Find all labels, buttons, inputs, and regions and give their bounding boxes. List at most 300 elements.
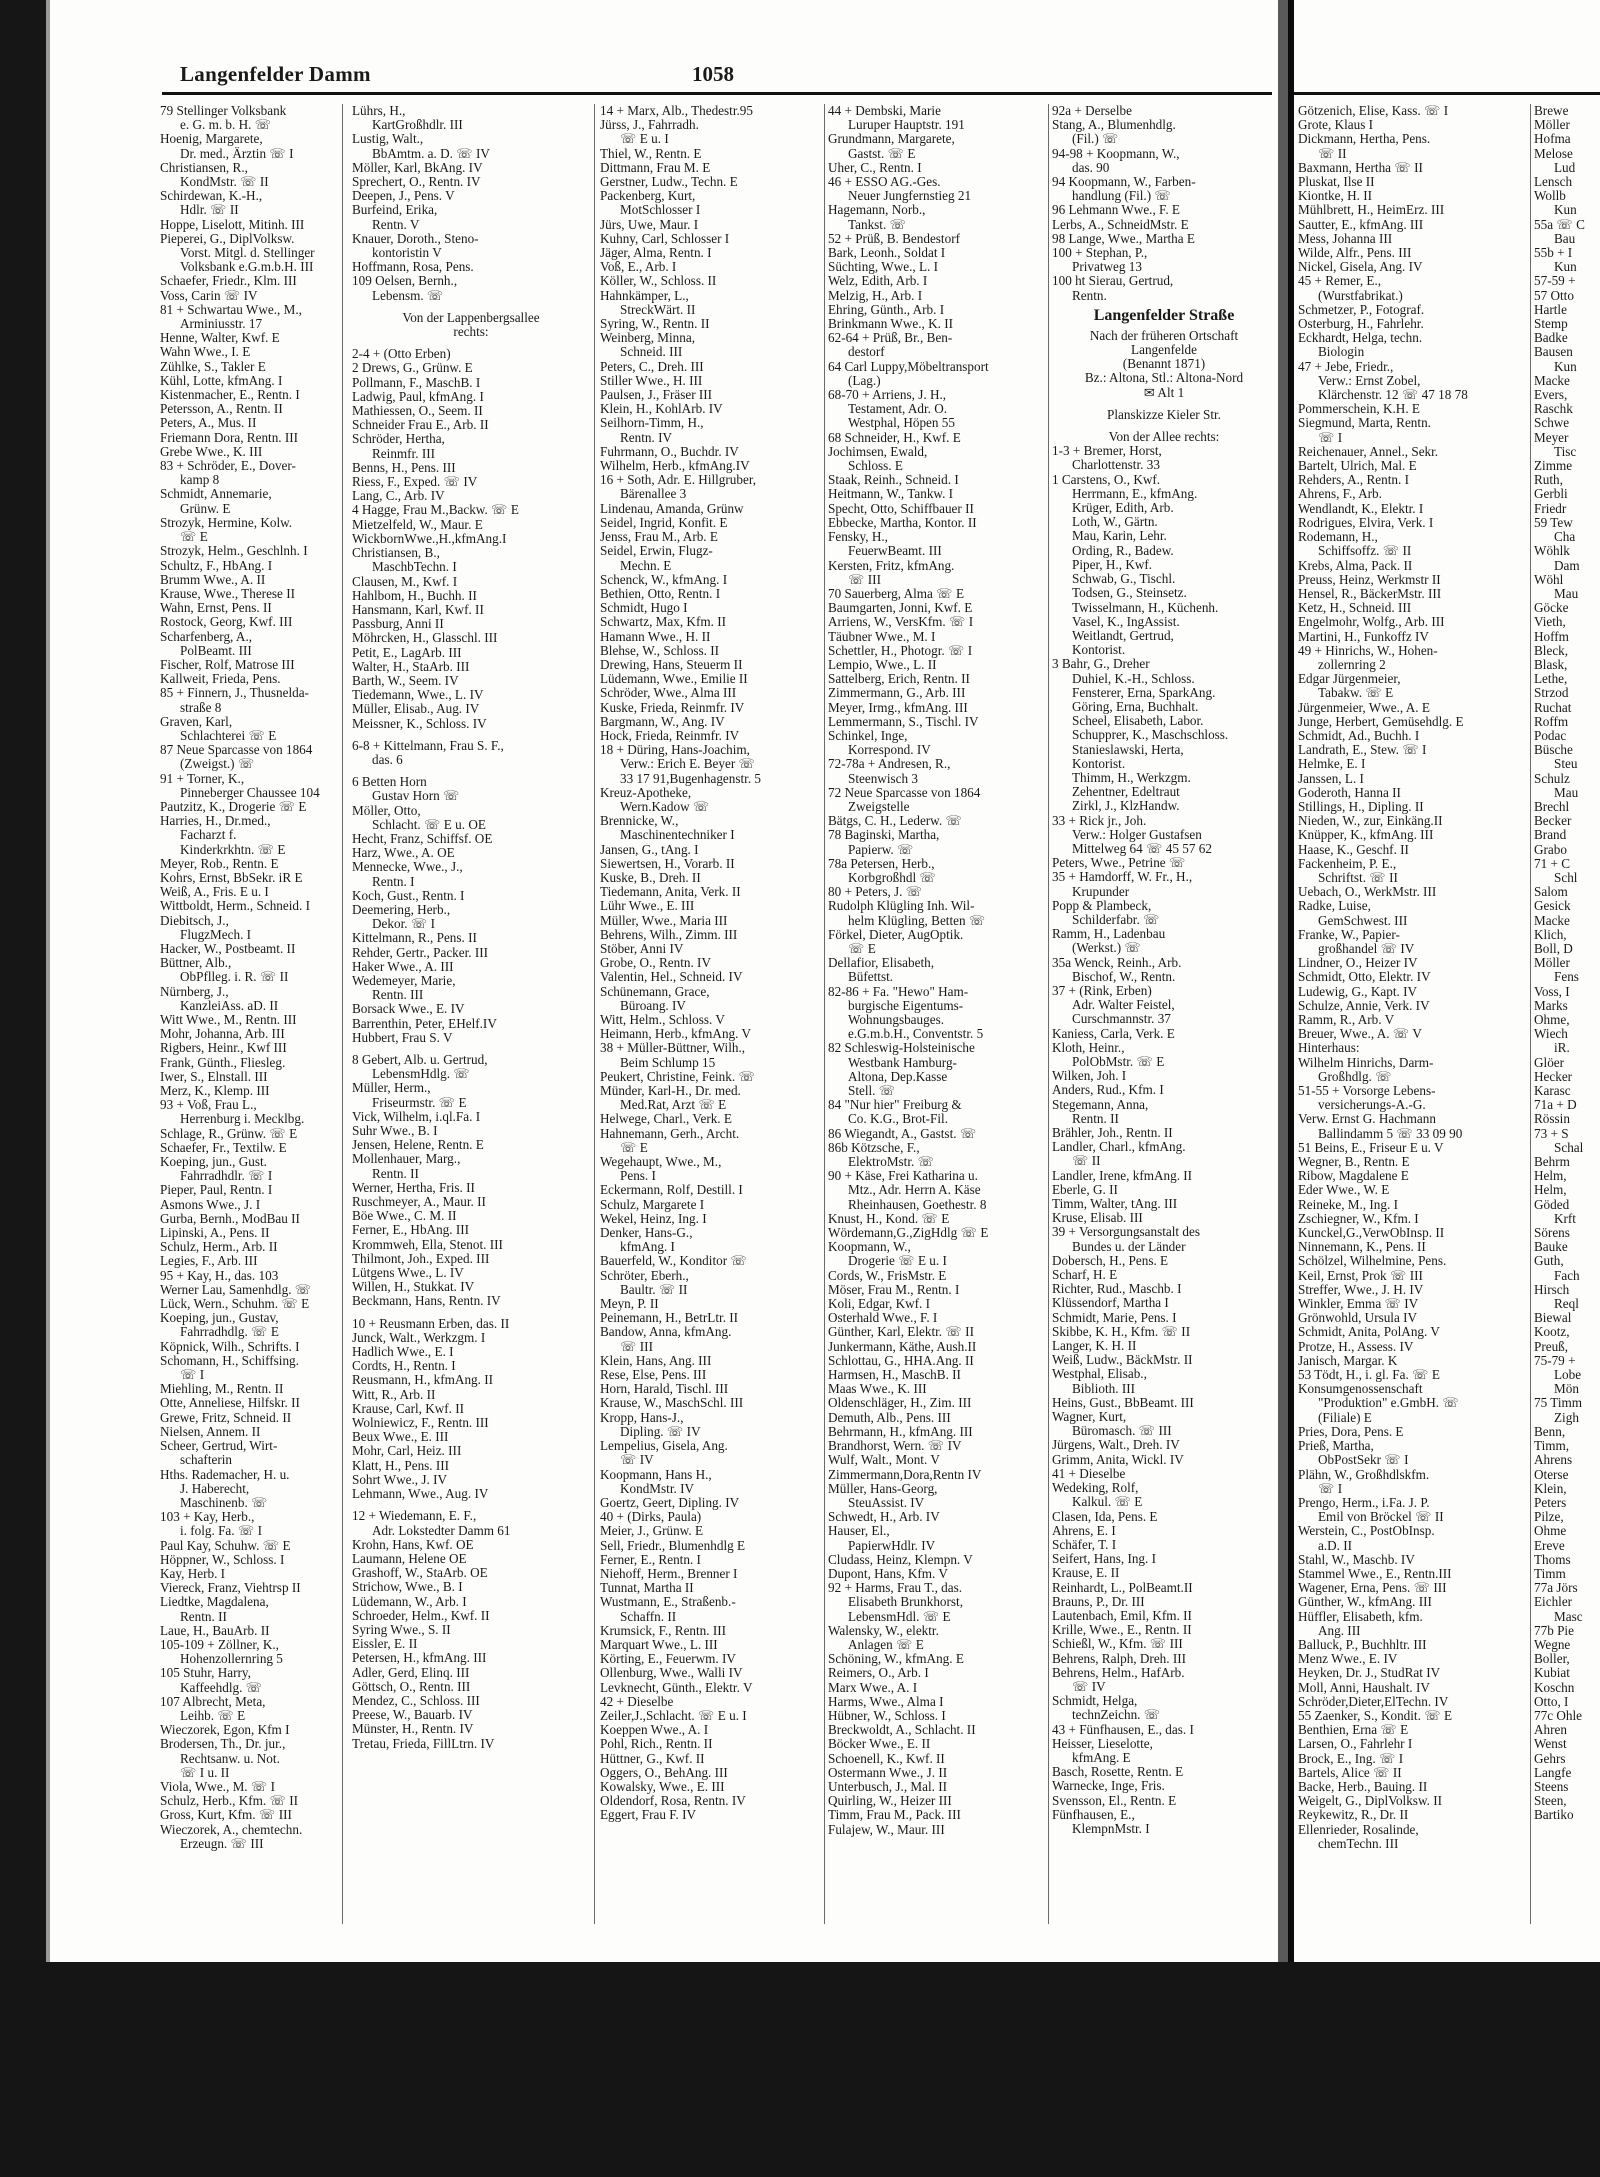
directory-entry: Weiß, A., Fris. E u. I <box>160 884 269 900</box>
directory-entry: Rössin <box>1534 1111 1570 1127</box>
directory-entry: 53 Tödt, H., i. gl. Fa. ☏ E <box>1298 1367 1440 1383</box>
directory-entry: Laue, H., BauArb. II <box>160 1622 270 1638</box>
directory-entry: 2-4 + (Otto Erben) <box>352 346 451 362</box>
directory-entry: Heyken, Dr. J., StudRat IV <box>1298 1665 1441 1681</box>
directory-entry: Kistenmacher, E., Rentn. I <box>160 387 300 403</box>
directory-entry: Reinmfr. III <box>372 445 435 461</box>
directory-entry: Kersten, Fritz, kfmAng. <box>828 557 955 573</box>
directory-entry: Harz, Wwe., A. OE <box>352 845 455 861</box>
directory-entry: Jansen, G., tAng. I <box>600 841 699 857</box>
directory-entry: 6-8 + Kittelmann, Frau S. F., <box>352 737 504 753</box>
directory-entry: Schmidt, Anita, PolAng. V <box>1298 1324 1440 1340</box>
directory-entry: Thiel, W., Rentn. E <box>600 145 702 161</box>
directory-entry: Schriftst. ☏ II <box>1318 869 1398 885</box>
directory-entry: Kinderkrkhtn. ☏ E <box>180 841 286 857</box>
directory-entry: Böcker Wwe., E. II <box>828 1736 931 1752</box>
directory-entry: Krüger, Edith, Arb. <box>1072 500 1174 516</box>
directory-entry: Protze, H., Assess. IV <box>1298 1338 1414 1354</box>
directory-entry: ObPostSekr ☏ I <box>1318 1452 1409 1468</box>
directory-entry: Osterhald Wwe., F. I <box>828 1310 938 1326</box>
directory-entry: Junkermann, Käthe, Aush.II <box>828 1338 977 1354</box>
directory-entry: 75-79 + <box>1534 1352 1576 1368</box>
directory-entry: Mtz., Adr. Herrn A. Käse <box>848 1182 981 1198</box>
directory-entry: 68 Schneider, H., Kwf. E <box>828 429 961 445</box>
directory-entry: Stöber, Anni IV <box>600 940 684 956</box>
directory-entry: Liedtke, Magdalena, <box>160 1594 269 1610</box>
directory-entry: Mohr, Johanna, Arb. III <box>160 1026 285 1042</box>
directory-entry: Todsen, G., Steinsetz. <box>1072 585 1187 601</box>
directory-entry: Eckermann, Rolf, Destill. I <box>600 1182 743 1198</box>
directory-entry: Knüpper, K., kfmAng. III <box>1298 827 1434 843</box>
directory-entry: Cordts, H., Rentn. I <box>352 1358 456 1374</box>
directory-entry: Witt, Helm., Schloss. V <box>600 1012 725 1027</box>
directory-column-7-partial <box>1534 104 1600 1924</box>
directory-entry: Moll, Anni, Haushalt. IV <box>1298 1679 1430 1695</box>
directory-entry: Levknecht, Günth., Elektr. V <box>600 1679 753 1695</box>
directory-entry: 12 + Wiedemann, E. F., <box>352 1508 477 1524</box>
directory-entry: Eichler <box>1534 1594 1573 1610</box>
directory-entry: Jürss, J., Fahrradh. <box>600 117 699 133</box>
directory-entry: Suhr Wwe., B. I <box>352 1123 438 1139</box>
directory-entry: Köpnick, Wilh., Schrifts. I <box>160 1338 300 1354</box>
directory-entry: 81 + Schwartau Wwe., M., <box>160 301 302 317</box>
directory-entry: Köller, W., Schloss. II <box>600 273 717 289</box>
directory-entry: Koeping, jun., Gustav, <box>160 1310 279 1326</box>
directory-entry: Ollenburg, Wwe., Walli IV <box>600 1665 743 1681</box>
directory-entry: Testament, Adr. O. <box>848 401 948 417</box>
directory-entry: 6 Betten Horn <box>352 774 427 790</box>
directory-entry: Seidel, Erwin, Flugz- <box>600 543 713 559</box>
directory-entry: ☏ IV <box>620 1452 654 1468</box>
directory-entry: KondMstr. IV <box>620 1480 694 1496</box>
column-divider <box>824 104 825 1924</box>
directory-entry: Ketz, H., Schneid. III <box>1298 600 1412 616</box>
directory-entry: 109 Oelsen, Bernh., <box>352 273 458 289</box>
directory-entry: Mohr, Carl, Heiz. III <box>352 1443 462 1459</box>
directory-entry: Schlachterei ☏ E <box>180 727 277 743</box>
directory-entry: Müller, Wwe., Maria III <box>600 912 728 928</box>
directory-entry: Welz, Edith, Arb. I <box>828 273 928 289</box>
directory-entry: Koeppen Wwe., A. I <box>600 1722 709 1738</box>
directory-entry: Jürs, Uwe, Maur. I <box>600 216 699 232</box>
directory-entry: Weigelt, G., DiplVolksw. II <box>1298 1793 1442 1809</box>
directory-entry: Wendlandt, K., Elektr. I <box>1298 500 1424 516</box>
directory-entry: iR. <box>1554 1040 1570 1056</box>
directory-entry: Salom <box>1534 884 1568 900</box>
directory-entry: Fünfhausen, E., <box>1052 1806 1135 1822</box>
directory-entry: Brandhorst, Wern. ☏ IV <box>828 1438 962 1454</box>
directory-entry: Lühr Wwe., E. III <box>600 898 695 914</box>
header-rule <box>162 92 1272 95</box>
directory-entry: Vick, Wilhelm, i.ql.Fa. I <box>352 1108 481 1124</box>
directory-entry: Denker, Hans-G., <box>600 1225 693 1241</box>
directory-entry: Timm <box>1534 1565 1566 1581</box>
directory-entry: Thoms <box>1534 1551 1571 1567</box>
book-gutter <box>1278 0 1288 2177</box>
directory-entry: Hansmann, Karl, Kwf. II <box>352 601 484 617</box>
directory-entry: Hubbert, Frau S. V <box>352 1029 453 1045</box>
directory-entry: Hensel, R., BäckerMstr. III <box>1298 585 1442 601</box>
directory-entry: Stanieslawski, Herta, <box>1072 741 1184 757</box>
directory-entry: 33 + Rick jr., Joh. <box>1052 812 1147 828</box>
directory-entry: Verw.: Ernst Zobel, <box>1318 372 1421 388</box>
directory-entry: Piper, H., Kwf. <box>1072 556 1153 572</box>
directory-entry: SteuAssist. IV <box>848 1494 925 1510</box>
directory-entry: Lehmann, Wwe., Aug. IV <box>352 1486 489 1502</box>
directory-entry: burgische Eigentums- <box>848 997 964 1013</box>
column-divider <box>594 104 595 1924</box>
directory-entry: Lautenbach, Emil, Kfm. II <box>1052 1607 1192 1623</box>
directory-entry: Müller, Hans-Georg, <box>828 1480 938 1496</box>
directory-entry: Förkel, Dieter, AugOptik. <box>828 926 964 942</box>
directory-entry: Marquart Wwe., L. III <box>600 1636 718 1652</box>
directory-entry: 55b + I <box>1534 245 1573 261</box>
directory-entry: Verw.: Erich E. Beyer ☏ <box>620 756 756 772</box>
directory-entry: Hahnemann, Gerh., Archt. <box>600 1125 740 1141</box>
directory-entry: Twisselmann, H., Küchenh. <box>1072 599 1219 615</box>
directory-entry: Reusmann, H., kfmAng. II <box>352 1372 494 1388</box>
directory-entry: Viereck, Franz, Viehtrsp II <box>160 1580 301 1596</box>
directory-entry: Winkler, Emma ☏ IV <box>1298 1296 1419 1312</box>
directory-entry: Charlottenstr. 33 <box>1072 457 1160 473</box>
directory-entry: (Filiale) E <box>1318 1409 1372 1425</box>
directory-entry: Müller, Herm., <box>352 1080 431 1096</box>
directory-entry: 1-3 + Bremer, Horst, <box>1052 443 1162 459</box>
directory-entry: Osterburg, H., Fahrlehr. <box>1298 316 1424 332</box>
directory-entry: Wahn, Ernst, Pens. II <box>160 600 272 616</box>
directory-entry: Günther, Karl, Elektr. ☏ II <box>828 1324 974 1340</box>
directory-entry: Zigh <box>1554 1409 1579 1425</box>
directory-entry: Bethien, Otto, Rentn. I <box>600 585 721 601</box>
directory-entry: Meyer, Rob., Rentn. E <box>160 855 279 871</box>
directory-entry: Harms, Wwe., Alma I <box>828 1693 944 1709</box>
directory-entry: 55 Zaenker, S., Kondit. ☏ E <box>1298 1707 1453 1723</box>
directory-entry: 68-70 + Arriens, J. H., <box>828 387 947 403</box>
directory-entry: KlempnMstr. I <box>1072 1820 1150 1836</box>
directory-entry: Schäfer, T. I <box>1052 1536 1117 1552</box>
directory-entry: Behrmann, H., kfmAng. III <box>828 1423 973 1439</box>
directory-entry: Lüdemann, Wwe., Emilie II <box>600 671 748 687</box>
directory-entry: Loth, W., Gärtn. <box>1072 514 1158 530</box>
directory-entry: Voß, E., Arb. I <box>600 259 677 275</box>
directory-entry: Kropp, Hans-J., <box>600 1409 684 1425</box>
directory-entry: Schiffsoffz. ☏ II <box>1318 543 1412 559</box>
directory-entry: Schmetzer, P., Fotograf. <box>1298 301 1425 317</box>
directory-entry: Seidel, Ingrid, Konfit. E <box>600 514 728 530</box>
directory-entry: Schal <box>1554 1139 1584 1155</box>
running-head <box>180 62 1260 92</box>
directory-entry: Weinberg, Minna, <box>600 330 696 346</box>
directory-entry: helm Klügling, Betten ☏ <box>848 912 986 928</box>
directory-entry: Schupprer, K., Maschschloss. <box>1072 727 1229 743</box>
directory-entry: 77b Pie <box>1534 1622 1574 1638</box>
directory-entry: Macke <box>1534 372 1570 388</box>
directory-entry: Scharf, H. E <box>1052 1267 1118 1283</box>
directory-entry: Hauser, El., <box>828 1523 890 1539</box>
directory-entry: Curschmannstr. 37 <box>1072 1011 1171 1027</box>
directory-entry: Vieth, <box>1534 614 1566 630</box>
directory-entry: Seilhorn-Timm, H., <box>600 415 704 431</box>
directory-entry: Schulze, Annie, Verk. IV <box>1298 997 1430 1013</box>
directory-entry: technZeichn. ☏ <box>1072 1707 1161 1723</box>
directory-entry: Möser, Frau M., Rentn. I <box>828 1281 960 1297</box>
directory-entry: FeuerwBeamt. III <box>848 543 942 559</box>
directory-entry: Heitmann, W., Tankw. I <box>828 486 954 502</box>
directory-entry: Werner, Hertha, Fris. II <box>352 1179 475 1195</box>
directory-entry: Valentin, Hel., Schneid. IV <box>600 969 743 985</box>
directory-entry: Siewertsen, H., Vorarb. II <box>600 855 735 871</box>
header-rule <box>1294 92 1600 95</box>
directory-entry: Ahren <box>1534 1722 1567 1738</box>
directory-entry: Sell, Friedr., Blumenhdlg E <box>600 1537 746 1553</box>
directory-entry: Wilhelm Hinrichs, Darm- <box>1298 1054 1434 1070</box>
directory-entry: Zühlke, S., Takler E <box>160 358 266 374</box>
directory-entry: Graven, Karl, <box>160 713 233 729</box>
directory-entry: Backe, Herb., Bauing. II <box>1298 1778 1428 1794</box>
directory-entry: Schmidt, Marie, Pens. I <box>1052 1309 1177 1325</box>
directory-entry: Wedemeyer, Marie, <box>352 972 456 988</box>
directory-column-5 <box>1052 104 1276 1924</box>
directory-entry: Rentn. II <box>1072 1110 1119 1126</box>
directory-entry: Pries, Dora, Pens. E <box>1298 1423 1404 1439</box>
directory-entry: Eberle, G. II <box>1052 1181 1118 1197</box>
directory-entry: Streffer, Wwe., J. H. IV <box>1298 1281 1424 1297</box>
directory-entry: Kunckel,G.,VerwObInsp. II <box>1298 1225 1445 1241</box>
directory-entry: Vorst. Mitgl. d. Stellinger <box>180 245 315 261</box>
directory-entry: ElektroMstr. ☏ <box>848 1154 935 1170</box>
directory-entry: Jürgens, Walt., Dreh. IV <box>1052 1437 1180 1453</box>
directory-entry: Dekor. ☏ I <box>372 916 436 932</box>
directory-entry: Eckhardt, Helga, techn. <box>1298 330 1423 346</box>
directory-entry: kamp 8 <box>180 472 220 488</box>
directory-entry: Unterbusch, J., Mal. II <box>828 1778 948 1794</box>
directory-entry: StreckWärt. II <box>620 301 696 317</box>
directory-entry: Steen, <box>1534 1793 1567 1809</box>
directory-entry: Stahl, W., Maschb. IV <box>1298 1551 1415 1567</box>
directory-entry: Ohme, <box>1534 1012 1570 1027</box>
directory-entry: Rentn. II <box>372 1165 419 1181</box>
directory-entry: Ahrens, F., Arb. <box>1298 486 1382 502</box>
directory-entry: Krommweh, Ella, Stenot. III <box>352 1236 503 1252</box>
directory-entry: 33 17 91,Bugenhagenstr. 5 <box>620 770 762 786</box>
directory-entry: Wagner, Kurt, <box>1052 1409 1127 1425</box>
directory-entry: Riess, F., Exped. ☏ IV <box>352 474 478 490</box>
directory-entry: Schmidt, Ad., Buchh. I <box>1298 727 1420 743</box>
directory-entry: Hohenzollernring 5 <box>180 1651 283 1667</box>
directory-entry: Grönwohld, Ursula IV <box>1298 1310 1418 1326</box>
directory-entry: Evers, <box>1534 387 1568 403</box>
directory-entry: Wulf, Walt., Mont. V <box>828 1452 940 1468</box>
directory-entry: Schilderfabr. ☏ <box>1072 911 1160 927</box>
directory-entry: Ludewig, G., Kapt. IV <box>1298 983 1418 999</box>
directory-entry: Schölzel, Wilhelmine, Pens. <box>1298 1253 1447 1269</box>
directory-entry: Ording, R., Badew. <box>1072 542 1174 558</box>
directory-entry: Münster, H., Rentn. IV <box>352 1721 474 1737</box>
directory-entry: Wegehaupt, Wwe., M., <box>600 1154 722 1170</box>
directory-entry: Klatt, H., Pens. III <box>352 1457 450 1473</box>
directory-entry: Mennecke, Wwe., J., <box>352 859 463 875</box>
section-note: (Benannt 1871) <box>1122 356 1206 372</box>
directory-entry: Duhiel, K.-H., Schloss. <box>1072 670 1195 686</box>
directory-entry: 18 + Düring, Hans-Joachim, <box>600 742 750 758</box>
directory-entry: Ballindamm 5 ☏ 33 09 90 <box>1318 1125 1463 1141</box>
directory-entry: 82 Schleswig-Holsteinische <box>828 1040 975 1056</box>
directory-entry: Verw.: Holger Gustafsen <box>1072 826 1202 842</box>
directory-entry: Wohnungsbauges. <box>848 1012 945 1027</box>
directory-entry: Schröder,Dieter,ElTechn. IV <box>1298 1693 1449 1709</box>
directory-entry: Rentn. III <box>372 987 424 1003</box>
directory-entry: Paulsen, J., Fräser III <box>600 387 713 403</box>
directory-entry: 39 + Versorgungsanstalt des <box>1052 1224 1200 1240</box>
directory-entry: Verw. Ernst G. Hachmann <box>1298 1111 1436 1127</box>
directory-entry: 90 + Käse, Frei Katharina u. <box>828 1168 978 1184</box>
directory-entry: Kuske, B., Dreh. II <box>600 869 701 885</box>
directory-entry: Bandow, Anna, kfmAng. <box>600 1324 732 1340</box>
directory-entry: Dickmann, Hertha, Pens. <box>1298 131 1431 147</box>
directory-entry: Beim Schlump 15 <box>620 1054 716 1070</box>
directory-entry: 75 Timm <box>1534 1395 1583 1411</box>
directory-entry: Witt, R., Arb. II <box>352 1386 436 1402</box>
directory-entry: Hoppe, Liselott, Mitinh. III <box>160 216 305 232</box>
directory-entry: Lindner, O., Heizer IV <box>1298 955 1418 971</box>
directory-entry: Beckmann, Hans, Rentn. IV <box>352 1293 501 1309</box>
directory-entry: Westphal, Elisab., <box>1052 1366 1147 1382</box>
directory-entry: ☏ II <box>1072 1153 1101 1169</box>
directory-entry: Bau <box>1554 230 1576 246</box>
directory-entry: Masc <box>1554 1608 1583 1624</box>
directory-entry: Martini, H., Funkoffz IV <box>1298 628 1429 644</box>
directory-entry: Büttner, Alb., <box>160 955 232 971</box>
directory-entry: Schöning, W., kfmAng. E <box>828 1651 964 1667</box>
directory-entry: Göring, Erna, Buchhalt. <box>1072 698 1199 714</box>
directory-entry: destorf <box>848 344 885 360</box>
directory-entry: Stiller Wwe., H. III <box>600 372 703 388</box>
directory-entry: Lebensm. ☏ <box>372 287 444 303</box>
directory-entry: Bauerfeld, W., Konditor ☏ <box>600 1253 747 1269</box>
directory-entry: Meyn, P. II <box>600 1296 659 1312</box>
directory-entry: Hecker <box>1534 1068 1573 1084</box>
directory-entry: 2 Drews, G., Grünw. E <box>352 360 473 376</box>
directory-entry: Guth, <box>1534 1253 1564 1269</box>
directory-entry: 92a + Derselbe <box>1052 104 1132 118</box>
directory-entry: Rudolph Klügling Inh. Wil- <box>828 898 975 914</box>
directory-entry: Wilde, Alfr., Pens. III <box>1298 245 1412 261</box>
directory-entry: Westphal, Höpen 55 <box>848 415 955 431</box>
directory-entry: Seifert, Hans, Ing. I <box>1052 1551 1157 1567</box>
directory-entry: Göcke <box>1534 600 1569 616</box>
directory-entry: Legies, F., Arb. III <box>160 1253 258 1269</box>
directory-entry: Med.Rat, Arzt ☏ E <box>620 1097 727 1113</box>
directory-entry: Junck, Walt., Werkzgm. I <box>352 1329 486 1345</box>
directory-entry: Kloth, Heinr., <box>1052 1039 1125 1055</box>
directory-entry: Maas Wwe., K. III <box>828 1381 927 1397</box>
section-note: Planskizze Kieler Str. <box>1107 406 1221 422</box>
directory-entry: Kruse, Elisab. III <box>1052 1210 1143 1226</box>
directory-entry: Biblioth. III <box>1072 1380 1136 1396</box>
directory-entry: Rheinhausen, Goethestr. 8 <box>848 1196 987 1212</box>
directory-entry: Göded <box>1534 1196 1570 1212</box>
directory-entry: Schlage, R., Grünw. ☏ E <box>160 1125 298 1141</box>
directory-entry: Behrens, Helm., HafArb. <box>1052 1664 1185 1680</box>
directory-entry: 87 Neue Sparcasse von 1864 <box>160 742 313 758</box>
directory-entry: Klein, <box>1534 1480 1567 1496</box>
directory-entry: Werner Lau, Samenhdlg. ☏ <box>160 1281 312 1297</box>
directory-entry: Grabo <box>1534 841 1567 857</box>
column-divider <box>1530 104 1531 1924</box>
directory-entry: Benthien, Erna ☏ E <box>1298 1722 1409 1738</box>
directory-column-4 <box>828 104 1044 1924</box>
directory-entry: "Produktion" e.GmbH. ☏ <box>1318 1395 1459 1411</box>
directory-entry: Großhdlg. ☏ <box>1318 1068 1392 1084</box>
directory-entry: Bischof, W., Rentn. <box>1072 968 1176 984</box>
directory-entry: Koch, Gust., Rentn. I <box>352 887 465 903</box>
directory-entry: 105-109 + Zöllner, K., <box>160 1636 279 1652</box>
directory-entry: Passburg, Anni II <box>352 616 444 632</box>
directory-entry: 35a Wenck, Reinh., Arb. <box>1052 954 1182 970</box>
directory-entry: 51-55 + Vorsorge Lebens- <box>1298 1083 1436 1099</box>
directory-entry: Eissler, E. II <box>352 1636 418 1652</box>
directory-entry: Keil, Ernst, Prok ☏ III <box>1298 1267 1423 1283</box>
directory-entry: Prengo, Herm., i.Fa. J. P. <box>1298 1494 1430 1510</box>
directory-entry: Preuss, Heinz, Werkmstr II <box>1298 571 1441 587</box>
directory-entry: Helwege, Charl., Verk. E <box>600 1111 732 1127</box>
directory-entry: Ramm, H., Ladenbau <box>1052 926 1166 942</box>
directory-entry: Blask, <box>1534 656 1568 672</box>
directory-entry: Schmidt, Hugo I <box>600 600 688 616</box>
directory-entry: 86b Kötzsche, F., <box>828 1139 920 1155</box>
directory-entry: Krause, W., MaschSchl. III <box>600 1395 744 1411</box>
directory-entry: Schenck, W., kfmAng. I <box>600 571 728 587</box>
directory-entry: Benns, H., Pens. III <box>352 459 456 475</box>
directory-entry: Kun <box>1554 358 1577 374</box>
directory-entry: 84 "Nur hier" Freiburg & <box>828 1097 962 1113</box>
directory-entry: Göttsch, O., Rentn. III <box>352 1678 471 1694</box>
directory-entry: Tabakw. ☏ E <box>1318 685 1394 701</box>
directory-entry: ☏ E <box>848 940 876 956</box>
directory-entry: Vasel, K., IngAssist. <box>1072 613 1180 629</box>
directory-entry: Zimmermann,Dora,Rentn IV <box>828 1466 982 1482</box>
directory-entry: Voss, Carin ☏ IV <box>160 287 258 303</box>
directory-entry: Ladwig, Paul, kfmAng. I <box>352 388 484 404</box>
directory-entry: Friedr <box>1534 500 1567 516</box>
directory-entry: Tisc <box>1554 443 1577 459</box>
directory-entry: Biologin <box>1318 344 1365 360</box>
directory-entry: Schaefer, Fr., Textilw. E <box>160 1139 287 1155</box>
directory-entry: Hüffler, Elisabeth, kfm. <box>1298 1608 1423 1624</box>
directory-entry: Langfe <box>1534 1764 1572 1780</box>
directory-entry: Clausen, M., Kwf. I <box>352 573 458 589</box>
directory-entry: Timm, Walter, tAng. III <box>1052 1196 1178 1212</box>
directory-entry: straße 8 <box>180 699 222 715</box>
directory-entry: Brauns, P., Dr. III <box>1052 1593 1145 1609</box>
directory-entry: Walensky, W., elektr. <box>828 1622 939 1638</box>
directory-entry: Tiedemann, Wwe., L. IV <box>352 687 484 703</box>
directory-entry: schafterin <box>180 1452 232 1468</box>
directory-entry: Klüssendorf, Martha I <box>1052 1295 1169 1311</box>
directory-entry: Wollb <box>1534 188 1566 204</box>
directory-entry: ☏ III <box>620 1338 653 1354</box>
directory-entry: Diebitsch, J., <box>160 912 229 928</box>
directory-entry: Dellafior, Elisabeth, <box>828 955 935 971</box>
directory-entry: ☏ I <box>1318 1480 1343 1496</box>
directory-entry: 77c Ohle <box>1534 1707 1582 1723</box>
directory-entry: Benn, <box>1534 1423 1566 1439</box>
directory-entry: Hartle <box>1534 301 1567 317</box>
directory-entry: Cha <box>1554 529 1576 545</box>
directory-entry: Wöhlk <box>1534 543 1570 559</box>
directory-entry: Mühlbrett, H., HeimErz. III <box>1298 202 1445 218</box>
directory-entry: 42 + Dieselbe <box>600 1693 674 1709</box>
